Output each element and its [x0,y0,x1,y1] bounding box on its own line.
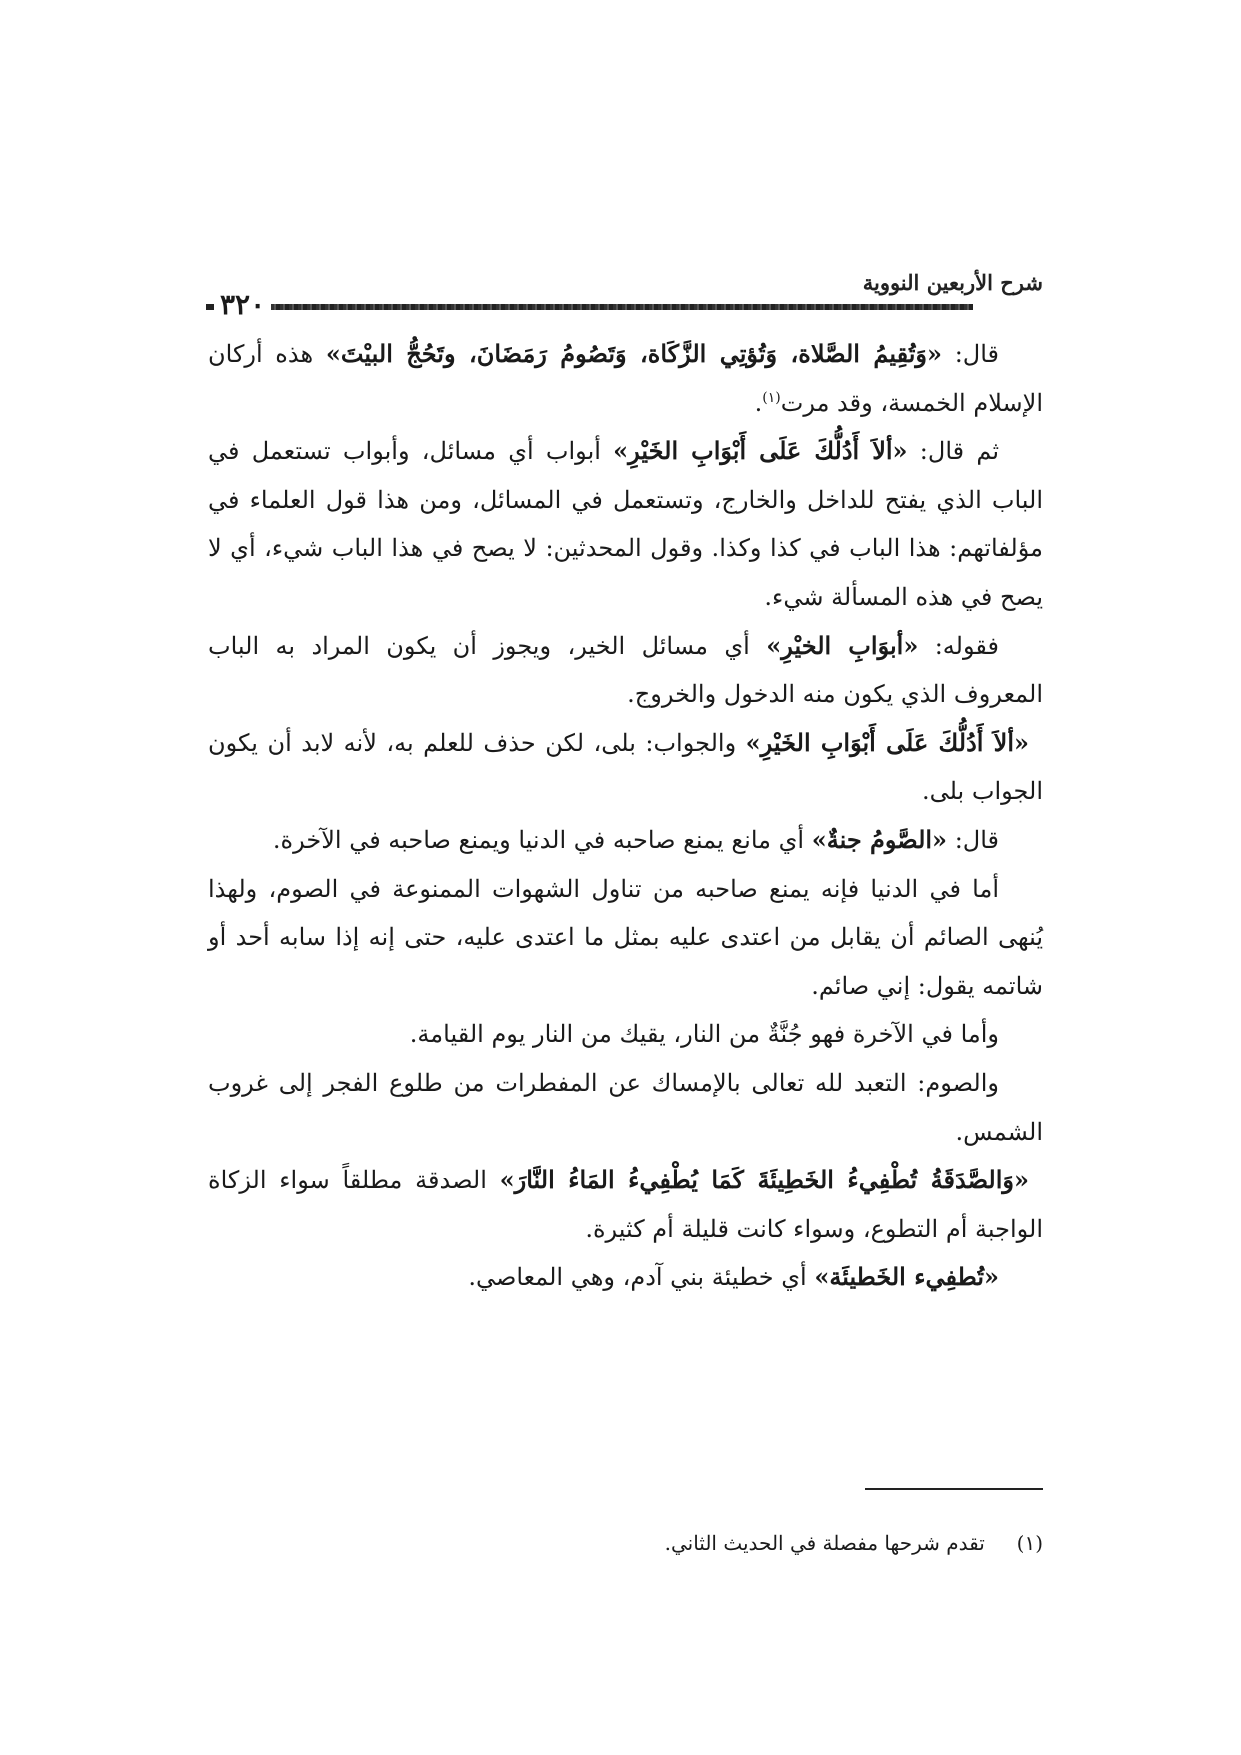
hadith-quote: «تُطفِيء الخَطيئَة» [814,1262,999,1292]
paragraph [208,1010,1043,1059]
hadith-quote: «الصَّومُ جنةٌ» [811,824,948,854]
hadith-quote: «وَالصَّدَقَةُ تُطْفِيءُ الخَطِيئَةَ كَمَا يُطْفِيءُ المَاءُ النَّارَ» [499,1165,1029,1195]
footnote-text: تقدم شرحها مفصلة في الحديث الثاني. [664,1531,985,1555]
commentary-text: وأما في الآخرة فهو جُنَّةٌ من النار، يقيك من النار يوم القيامة. [409,1020,999,1049]
page-number: ٣٢٠ [214,288,271,321]
header-rule [208,304,973,310]
hadith-quote: «ألاَ أَدُلُّكَ عَلَى أَبْوَابِ الخَيْرِ» [613,436,908,466]
commentary-text: الصدقة مطلقاً سواء الزكاة الواجبة أم التطوع، وسواء كانت قليلة أم كثيرة. [208,1166,1043,1243]
commentary-text: والجواب: بلى، لكن حذف للعلم به، لأنه لابد أن يكون الجواب بلى. [208,728,1043,806]
paragraph [208,1156,1043,1253]
footnote-reference: (١) [762,389,781,406]
paragraph [208,1059,1043,1156]
commentary-text: ثم قال: [907,437,1000,466]
footnote-separator [865,1488,1043,1490]
paragraph [208,330,1043,427]
footnote-marker: (١) [1016,1531,1043,1555]
footnote [208,1528,1043,1558]
commentary-text: والصوم: التعبد لله تعالى بالإمساك عن المفطرات من طلوع الفجر إلى غروب الشمس. [208,1068,1043,1146]
commentary-text: فقوله: [918,631,999,660]
main-text [208,330,1043,1302]
paragraph [208,1253,1043,1302]
paragraph [208,719,1043,816]
paragraph [208,865,1043,1011]
commentary-text: قال: [942,340,999,368]
page-header [208,270,1043,320]
commentary-text: أما في الدنيا فإنه يمنع صاحبه من تناول الشهوات الممنوعة في الصوم، ولهذا يُنهى الصائم أن يقابل من اعتدى عليه بمثل ما اعتدى عليه، حتى إنه إذا سابه أحد أو شاتمه يقول: إني صائم. [208,874,1043,1000]
commentary-text: أي مانع يمنع صاحبه في الدنيا ويمنع صاحبه في الآخرة. [272,825,812,854]
commentary-text: قال: [947,825,999,854]
commentary-text: . [754,388,763,417]
hadith-quote: «وَتُقِيمُ الصَّلاة، وَتُؤتِي الزَّكَاة، وَتَصُومُ رَمَضَانَ، وتَحُجُّ البيْتَ» [325,339,942,368]
commentary-text: أي مسائل الخير، ويجوز أن يكون المراد به الباب المعروف الذي يكون منه الدخول والخروج. [208,631,1043,709]
commentary-text: أي خطيئة بني آدم، وهي المعاصي. [468,1263,815,1292]
paragraph [208,816,1043,865]
commentary-text: أبواب أي مسائل، وأبواب تستعمل في الباب الذي يفتح للداخل والخارج، وتستعمل في المسائل، ومن هذا قول العلماء في مؤلفاتهم: هذا الباب في كذا وكذا. وقول المحدثين: لا يصح في هذا الباب شيء، أي لا يصح في هذه المسألة شيء. [208,437,1043,611]
running-title: شرح الأربعين النووية [862,270,1043,295]
hadith-quote: «ألاَ أَدُلُّكَ عَلَى أَبْوَابِ الخَيْرِ» [745,727,1029,757]
commentary-text: هذه أركان الإسلام الخمسة، وقد مرت [208,340,1043,417]
paragraph [208,622,1043,719]
hadith-quote: «أبوَابِ الخيْرِ» [766,630,919,660]
paragraph [208,427,1043,621]
